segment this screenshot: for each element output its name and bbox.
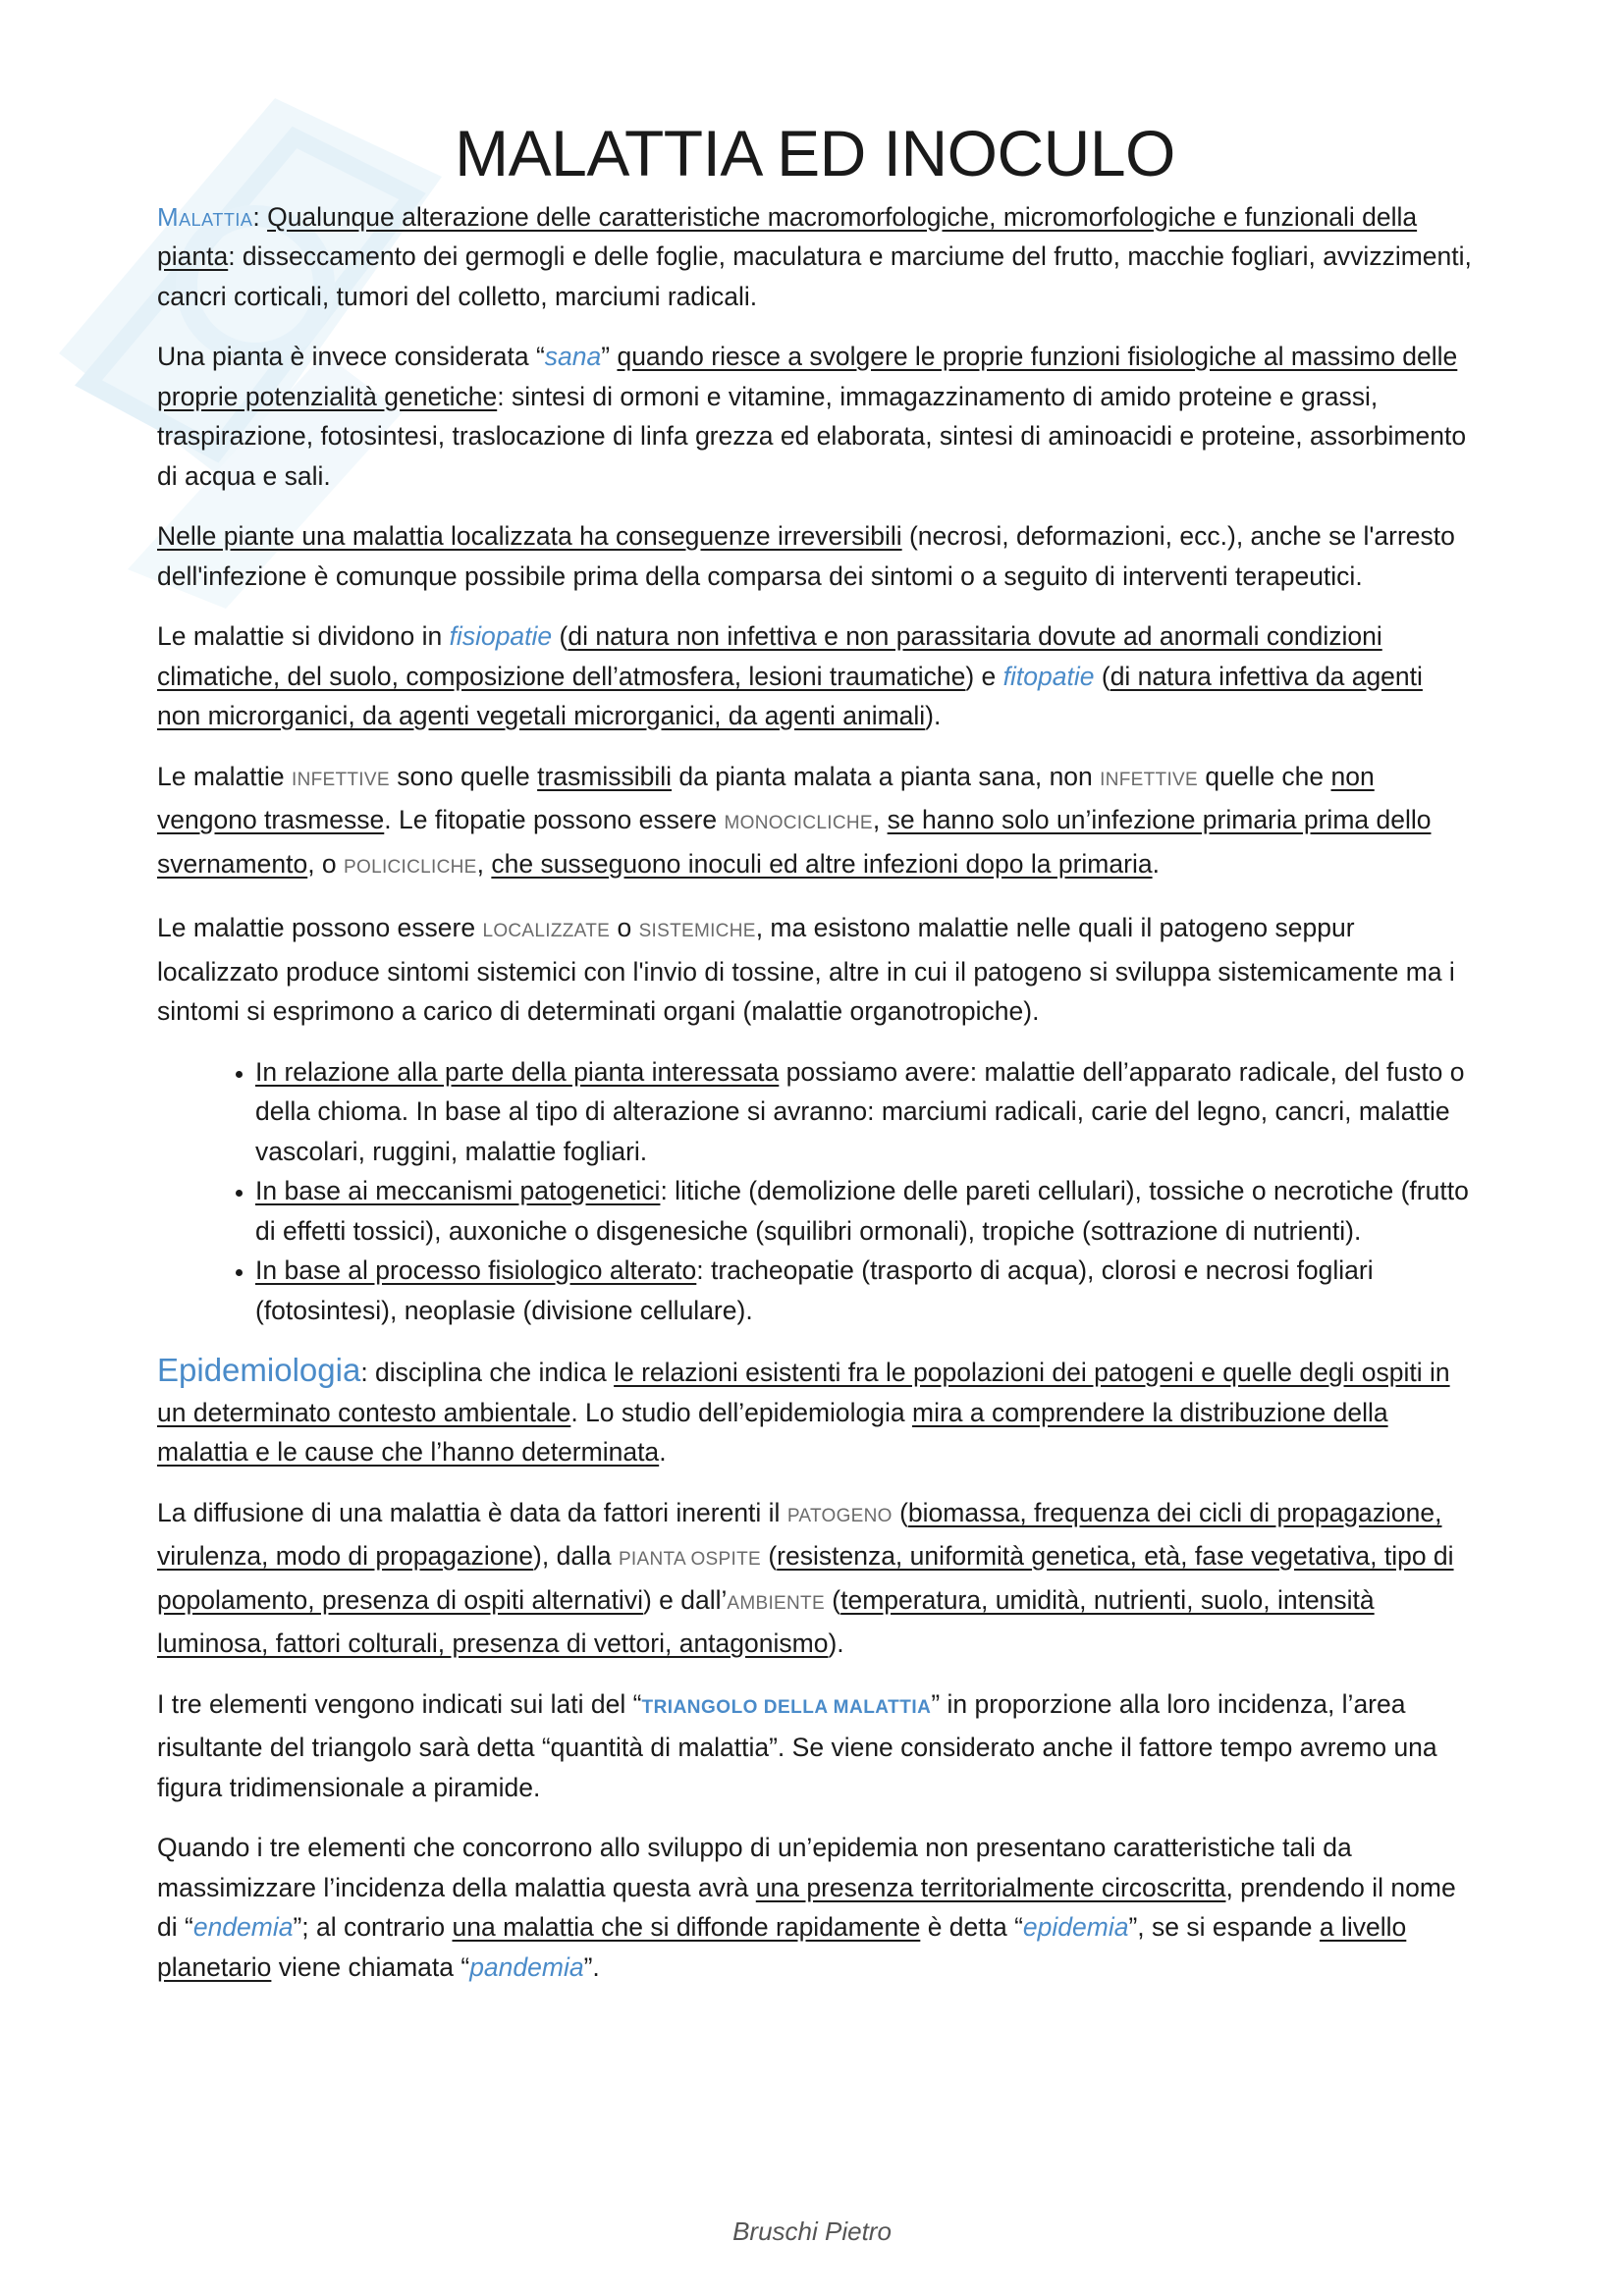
text: ) e dall’ [642,1584,728,1615]
text: (necrosi, deformazioni, ecc.), anche se l'arresto dell'infezione è comunque possibile prima della comparsa dei sintomi o a seguito di interventi terapeutici. [157,521,1455,591]
text: : tracheopatie (trasporto di acqua), clorosi e necrosi fogliari (fotosintesi), neoplasie (divisione cellulare). [255,1255,1374,1325]
term-pandemia: pandemia [469,1951,584,1982]
text: ) e [965,661,1003,691]
text: Le malattie possono essere [157,913,483,943]
underlined-text: Nelle piante una malattia localizzata ha conseguenze irreversibili [157,521,902,552]
text: , [476,848,492,879]
term-epidemia: epidemia [1022,1912,1129,1943]
underlined-text: mira a comprendere la distribuzione della malattia e le cause che l’hanno determinata [157,1397,1388,1468]
text: Quando i tre elementi che concorrono allo sviluppo di un’epidemia non presentano caratteristiche tali da massimizzare l’incidenza della malattia questa avrà [157,1833,1352,1902]
paragraph-localizzata [157,516,1473,596]
text: : sintesi di ormoni e vitamine, immagazzinamento di amido proteine e grassi, traspirazione, fotosintesi, traslocazione di linfa grezza ed elaborata, sintesi di aminoacidi e proteine, assorbimento di acqua e sali. [157,381,1467,491]
text: è detta “ [920,1912,1023,1943]
underlined-text: In relazione alla parte della pianta interessata [255,1056,780,1087]
list-item [255,1171,1473,1251]
text: da pianta malata a pianta sana, non [672,761,1101,791]
text: ( [1094,661,1110,691]
paragraph-diffusione [157,1493,1473,1664]
smallcaps-policicliche: POLICICLICHE [344,856,477,878]
underlined-text: una malattia che si diffonde rapidamente [452,1912,921,1943]
text: Le malattie si dividono in [157,621,450,652]
term-sana: sana [544,342,602,372]
text: . Lo studio dell’epidemiologia [570,1397,912,1427]
text: ” [601,342,618,372]
term-fitopatie: fitopatie [1002,661,1095,691]
text: ”. [583,1951,600,1982]
text: . Le fitopatie possono essere [384,805,725,835]
underlined-text: di natura non infettiva e non parassitaria dovute ad anormali condizioni climatiche, del suolo, composizione dell’atmosfera, lesioni traumatiche [157,621,1382,691]
text: sono quelle [389,761,538,791]
underlined-text: trasmissibili [537,761,673,791]
underlined-text: non vengono trasmesse [157,761,1375,835]
text: : disciplina che indica [360,1358,615,1388]
text: I tre elementi vengono indicati sui lati del “ [157,1688,642,1719]
page-footer-author: Bruschi Pietro [732,2216,892,2246]
list-item [255,1052,1473,1172]
smallcaps-ambiente: AMBIENTE [727,1592,825,1614]
underlined-text: che susseguono inoculi ed altre infezioni dopo la primaria [491,848,1153,879]
paragraph-malattia [157,197,1473,317]
term-malattia: Malattia [157,201,253,232]
text: : disseccamento dei germogli e delle foglie, maculatura e marciume del frutto, macchie fogliari, avvizzimenti, cancri corticali, tumori del colletto, marciumi radicali. [157,241,1472,311]
term-triangolo-della-malattia: TRIANGOLO DELLA MALATTIA [641,1696,932,1718]
text: Una pianta è invece considerata “ [157,342,545,372]
text: viene chiamata “ [271,1951,470,1982]
text: Le malattie [157,761,292,791]
text: : litiche (demolizione delle pareti cellulari), tossiche o necrotiche (frutto di effetti tossici), auxoniche o disgenesiche (squilibri ormonali), tropiche (sottrazione di nutrienti). [255,1176,1469,1246]
paragraph-endemia-epidemia-pandemia [157,1828,1473,1987]
smallcaps-localizzate: LOCALIZZATE [482,921,611,942]
definition-underlined: Qualunque alterazione delle caratteristiche macromorfologiche, micromorfologiche e funzionali della pianta [157,201,1418,272]
text: ). [828,1629,844,1659]
paragraph-epidemiologia [157,1351,1473,1472]
text: ”, se si espande [1128,1912,1320,1943]
text: ( [824,1584,841,1615]
classification-list [157,1052,1473,1331]
paragraph-pianta-sana [157,337,1473,496]
underlined-text: a livello planetario [157,1912,1407,1982]
document-page [157,118,1473,2007]
text: ( [552,621,568,652]
underlined-text: In base al processo fisiologico alterato [255,1255,697,1286]
smallcaps-patogeno: PATOGENO [786,1505,893,1526]
text: La diffusione di una malattia è data da fattori inerenti il [157,1497,787,1527]
smallcaps-infettive: INFETTIVE [292,769,390,790]
term-epidemiologia: Epidemiologia [157,1352,361,1389]
underlined-text: quando riesce a svolgere le proprie funzioni fisiologiche al massimo delle proprie potenzialità genetiche [157,342,1458,411]
text: ). [925,701,942,731]
text: possiamo avere: malattie dell’apparato radicale, del fusto o della chioma. In base al tipo di alterazione si avranno: marciumi radicali, carie del legno, cancri, malattie vascolari, ruggini, malattie fogliari. [255,1056,1465,1166]
text: ”; al contrario [293,1912,453,1943]
underlined-text: di natura infettiva da agenti non microrganici, da agenti vegetali microrganici, da agenti animali [157,661,1423,731]
text: ( [760,1541,778,1572]
text: . [1152,848,1160,879]
underlined-text: biomassa, frequenza dei cicli di propagazione, virulenza, modo di propagazione [157,1497,1442,1572]
text: , o [307,848,345,879]
underlined-text: se hanno solo un’infezione primaria prima dello svernamento [157,805,1432,879]
text: ( [892,1497,908,1527]
paragraph-fisiopatie-fitopatie [157,616,1473,736]
text: quelle che [1197,761,1331,791]
text: ), dalla [533,1541,619,1572]
underlined-text: resistenza, uniformità genetica, età, fase vegetativa, tipo di popolamento, presenza di ospiti alternativi [157,1541,1454,1615]
underlined-text: le relazioni esistenti fra le popolazioni dei patogeni e quelle degli ospiti in un determinato contesto ambientale [157,1358,1450,1427]
smallcaps-infettive: INFETTIVE [1100,769,1198,790]
paragraph-localizzate-sistemiche [157,908,1473,1032]
text: : [252,201,268,232]
paragraph-triangolo [157,1684,1473,1808]
smallcaps-monocicliche: MONOCICLICHE [724,813,873,834]
term-fisiopatie: fisiopatie [449,621,553,652]
term-endemia: endemia [192,1912,294,1943]
paragraph-infettive [157,757,1473,888]
underlined-text: una presenza territorialmente circoscritta [755,1872,1226,1902]
underlined-text: temperatura, umidità, nutrienti, suolo, intensità luminosa, fattori colturali, presenza di vettori, antagonismo [157,1584,1375,1659]
text: , ma esistono malattie nelle quali il patogeno seppur localizzato produce sintomi sistemici con l'invio di tossine, altre in cui il patogeno si sviluppa sistemicamente ma i sintomi si esprimono a carico di determinati organi (malattie organotropiche). [157,913,1455,1027]
text: , prendendo il nome di “ [157,1872,1456,1943]
smallcaps-sistemiche: SISTEMICHE [638,921,756,942]
underlined-text: In base ai meccanismi patogenetici [255,1176,661,1206]
text: ” in proporzione alla loro incidenza, l’area risultante del triangolo sarà detta “quantità di malattia”. Se viene considerato anche il fattore tempo avremo una figura tridimensionale a piramide. [157,1688,1437,1802]
list-item [255,1251,1473,1330]
text: , [872,805,888,835]
smallcaps-pianta-ospite: PIANTA OSPITE [618,1549,761,1571]
text: . [659,1437,667,1468]
page-title: MALATTIA ED INOCULO [455,117,1175,189]
text: o [610,913,639,943]
